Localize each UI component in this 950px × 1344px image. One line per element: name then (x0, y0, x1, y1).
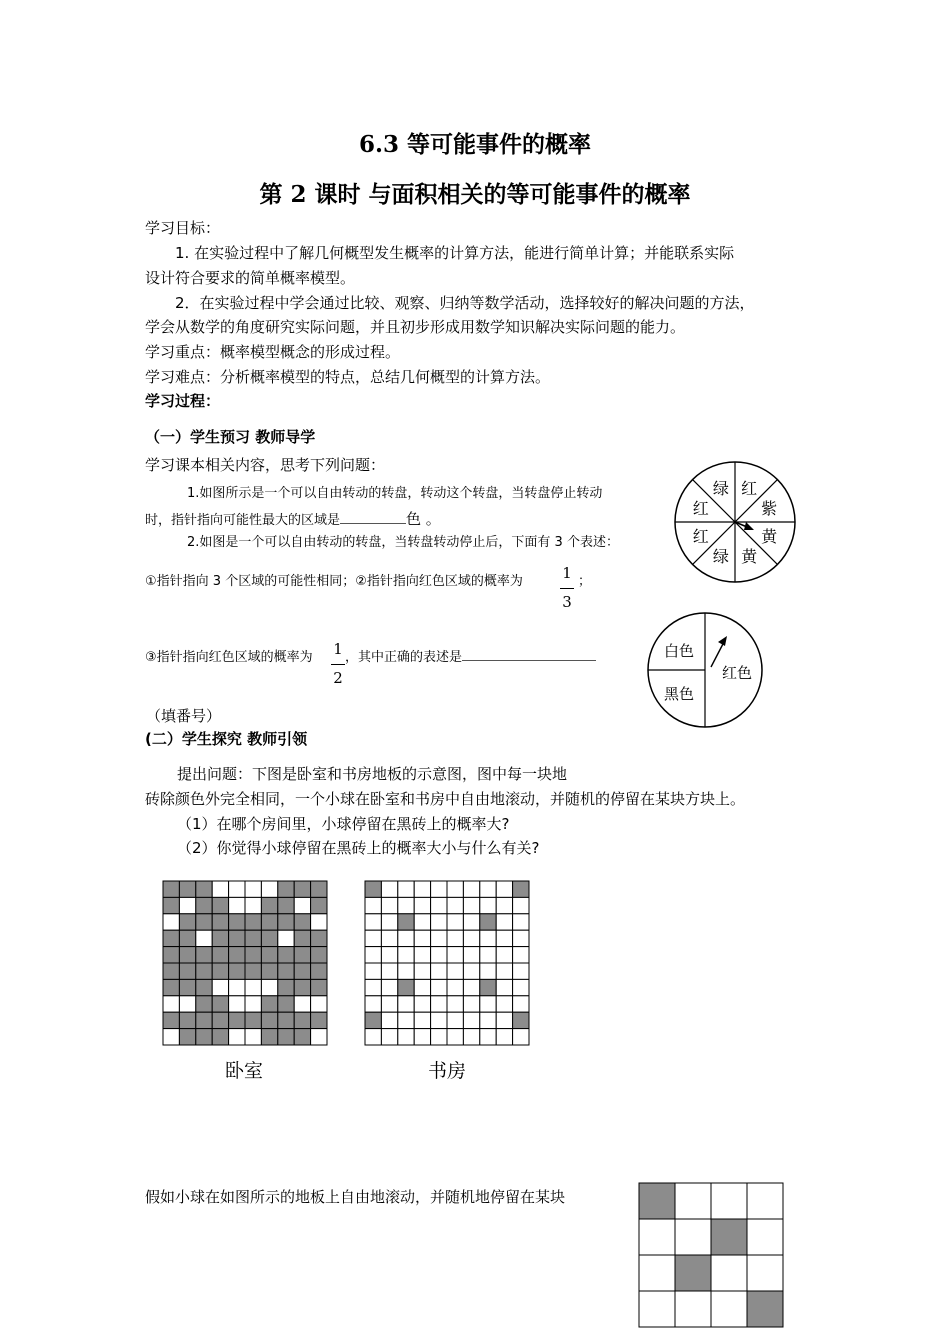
bedroom-black-tile (311, 979, 327, 995)
bedroom-white-tile (245, 897, 261, 913)
bedroom-white-tile (229, 979, 245, 995)
small-floor-black-tile (639, 1183, 675, 1219)
study-white-tile (513, 914, 529, 930)
study-white-tile (463, 1012, 479, 1028)
bedroom-white-tile (179, 996, 195, 1012)
difficulty-text: 学习难点：分析概率模型的特点，总结几何概型的计算方法。 (145, 368, 551, 386)
small-floor-white-tile (639, 1291, 675, 1327)
answer-blank-1[interactable] (340, 509, 406, 524)
study-white-tile (431, 914, 447, 930)
statement-3-text: ③指针指向红色区域的概率为 (145, 650, 313, 665)
bedroom-white-tile (245, 996, 261, 1012)
small-floor-grid (638, 1182, 784, 1344)
study-white-tile (414, 996, 430, 1012)
study-white-tile (447, 897, 463, 913)
study-white-tile (381, 996, 397, 1012)
spinner-1-sector-label: 黄 (761, 527, 778, 547)
study-white-tile (365, 930, 381, 946)
question-1-line-2 (145, 508, 441, 529)
study-white-tile (480, 1012, 496, 1028)
bedroom-black-tile (245, 1012, 261, 1028)
study-white-tile (398, 930, 414, 946)
study-white-tile (431, 996, 447, 1012)
study-white-tile (414, 1012, 430, 1028)
study-white-tile (463, 979, 479, 995)
bedroom-black-tile (163, 963, 179, 979)
statement-3-tail (345, 646, 596, 665)
bedroom-white-tile (163, 996, 179, 1012)
study-white-tile (463, 996, 479, 1012)
study-white-tile (365, 996, 381, 1012)
bedroom-white-tile (212, 979, 228, 995)
part2-heading: (二）学生探究 教师引领 (145, 730, 308, 748)
bedroom-white-tile (294, 897, 310, 913)
bedroom-white-tile (245, 1029, 261, 1045)
study-white-tile (463, 1029, 479, 1045)
small-floor-black-tile (747, 1291, 783, 1327)
study-white-tile (414, 914, 430, 930)
bedroom-black-tile (294, 1012, 310, 1028)
problem-line-1: 提出问题：下图是卧室和书房地板的示意图，图中每一块地 (177, 765, 568, 783)
problem-question-2: （2）你觉得小球停留在黑砖上的概率大小与什么有关? (177, 839, 540, 857)
study-white-tile (381, 897, 397, 913)
study-white-tile (398, 996, 414, 1012)
study-white-tile (496, 914, 512, 930)
small-floor-white-tile (747, 1255, 783, 1291)
bedroom-black-tile (261, 963, 277, 979)
bedroom-black-tile (179, 963, 195, 979)
bedroom-black-tile (179, 1029, 195, 1045)
study-white-tile (496, 1012, 512, 1028)
bedroom-black-tile (245, 930, 261, 946)
bedroom-black-tile (179, 914, 195, 930)
bedroom-white-tile (229, 897, 245, 913)
bedroom-black-tile (311, 930, 327, 946)
study-white-tile (398, 1012, 414, 1028)
study-black-tile (398, 979, 414, 995)
bedroom-black-tile (196, 914, 212, 930)
page-subtitle: 第 2 课时 与面积相关的等可能事件的概率 (259, 181, 691, 208)
bedroom-black-tile (212, 963, 228, 979)
statement-1: ①指针指向 3 个区域的可能性相同；②指针指向红色区域的概率为 (145, 574, 523, 589)
bedroom-black-tile (278, 897, 294, 913)
small-floor-white-tile (747, 1183, 783, 1219)
bedroom-white-tile (261, 979, 277, 995)
bedroom-black-tile (163, 930, 179, 946)
bedroom-black-tile (245, 947, 261, 963)
study-white-tile (463, 897, 479, 913)
study-white-tile (431, 1029, 447, 1045)
small-floor-white-tile (711, 1291, 747, 1327)
study-white-tile (431, 979, 447, 995)
part1-intro: 学习课本相关内容，思考下列问题： (145, 456, 386, 474)
fraction-1-bar (560, 588, 574, 589)
study-white-tile (496, 996, 512, 1012)
bedroom-white-tile (229, 996, 245, 1012)
study-white-tile (431, 963, 447, 979)
goal-1-line-1: 1. 在实验过程中了解几何概型发生概率的计算方法，能进行简单计算；并能联系实际 (175, 244, 735, 262)
study-white-tile (480, 1029, 496, 1045)
study-black-tile (365, 881, 381, 897)
bedroom-black-tile (179, 930, 195, 946)
part3-text: 假如小球在如图所示的地板上自由地滚动，并随机地停留在某块 (145, 1188, 566, 1206)
bedroom-black-tile (311, 947, 327, 963)
spinner-1 (672, 459, 798, 585)
bedroom-white-tile (311, 996, 327, 1012)
bedroom-white-tile (229, 1029, 245, 1045)
study-white-tile (414, 881, 430, 897)
bedroom-black-tile (278, 979, 294, 995)
bedroom-white-tile (196, 930, 212, 946)
bedroom-black-tile (212, 947, 228, 963)
study-white-tile (414, 930, 430, 946)
study-white-tile (496, 963, 512, 979)
bedroom-black-tile (294, 979, 310, 995)
bedroom-black-tile (261, 1029, 277, 1045)
study-white-tile (496, 930, 512, 946)
study-white-tile (463, 963, 479, 979)
study-black-tile (398, 914, 414, 930)
small-floor-white-tile (675, 1219, 711, 1255)
bedroom-black-tile (196, 947, 212, 963)
bedroom-black-tile (163, 979, 179, 995)
study-white-tile (414, 897, 430, 913)
bedroom-black-tile (278, 963, 294, 979)
study-white-tile (431, 947, 447, 963)
small-floor-white-tile (747, 1219, 783, 1255)
study-white-tile (513, 947, 529, 963)
study-white-tile (447, 930, 463, 946)
study-white-tile (447, 1029, 463, 1045)
study-white-tile (431, 897, 447, 913)
bedroom-black-tile (196, 963, 212, 979)
study-white-tile (480, 930, 496, 946)
spinner-1-sector-label: 黄 (741, 547, 758, 567)
study-white-tile (381, 947, 397, 963)
study-white-tile (398, 963, 414, 979)
bedroom-black-tile (311, 881, 327, 897)
study-white-tile (513, 1029, 529, 1045)
study-white-tile (447, 947, 463, 963)
study-white-tile (381, 1029, 397, 1045)
fraction-2-numerator: 1 (333, 640, 343, 658)
bedroom-white-tile (229, 881, 245, 897)
question-2-line-1: 2.如图是一个可以自由转动的转盘，当转盘转动停止后，下面有 3 个表述： (187, 535, 619, 550)
spinner-1-sector-label: 红 (741, 478, 758, 498)
study-white-tile (513, 930, 529, 946)
study-white-tile (496, 947, 512, 963)
problem-question-1: （1）在哪个房间里，小球停留在黑砖上的概率大? (177, 815, 510, 833)
bedroom-white-tile (179, 897, 195, 913)
bedroom-black-tile (294, 947, 310, 963)
fraction-1-denominator: 3 (562, 593, 572, 611)
bedroom-black-tile (229, 930, 245, 946)
study-white-tile (447, 996, 463, 1012)
bedroom-black-tile (163, 897, 179, 913)
study-white-tile (496, 897, 512, 913)
bedroom-black-tile (196, 1029, 212, 1045)
study-white-tile (463, 947, 479, 963)
small-floor-white-tile (639, 1219, 675, 1255)
study-white-tile (496, 881, 512, 897)
study-white-tile (447, 963, 463, 979)
focus-text: 学习重点：概率模型概念的形成过程。 (145, 343, 401, 361)
study-white-tile (381, 963, 397, 979)
study-white-tile (414, 947, 430, 963)
bedroom-black-tile (163, 947, 179, 963)
bedroom-black-tile (311, 897, 327, 913)
study-white-tile (513, 963, 529, 979)
bedroom-black-tile (179, 979, 195, 995)
spinner-2-white-label: 白色 (663, 642, 695, 660)
study-white-tile (398, 947, 414, 963)
study-white-tile (513, 979, 529, 995)
statement-1-end: ； (578, 574, 592, 589)
bedroom-black-tile (212, 1029, 228, 1045)
study-white-tile (447, 881, 463, 897)
small-floor-white-tile (675, 1183, 711, 1219)
bedroom-white-tile (245, 979, 261, 995)
bedroom-black-tile (261, 914, 277, 930)
study-black-tile (513, 1012, 529, 1028)
spinner-1-sector-label: 紫 (761, 498, 778, 518)
study-white-tile (414, 1029, 430, 1045)
fraction-1-numerator: 1 (562, 564, 572, 582)
fraction-2-bar (331, 664, 345, 665)
study-white-tile (381, 1012, 397, 1028)
bedroom-white-tile (245, 881, 261, 897)
study-white-tile (463, 881, 479, 897)
study-black-tile (480, 979, 496, 995)
bedroom-black-tile (212, 1012, 228, 1028)
study-black-tile (365, 1012, 381, 1028)
bedroom-white-tile (261, 881, 277, 897)
bedroom-black-tile (278, 914, 294, 930)
bedroom-black-tile (261, 947, 277, 963)
study-white-tile (431, 1012, 447, 1028)
spinner-1-sector-label: 红 (692, 498, 709, 518)
study-white-tile (431, 930, 447, 946)
bedroom-label: 卧室 (225, 1060, 264, 1082)
bedroom-black-tile (196, 897, 212, 913)
bedroom-black-tile (294, 914, 310, 930)
study-white-tile (381, 914, 397, 930)
bedroom-black-tile (163, 881, 179, 897)
page-title: 6.3 等可能事件的概率 (358, 131, 592, 158)
bedroom-white-tile (311, 914, 327, 930)
spinner-1-sector-label: 绿 (712, 547, 729, 567)
question-1-text: 时，指针指向可能性最大的区域是 (145, 513, 341, 528)
study-white-tile (365, 897, 381, 913)
spinner-2 (645, 610, 765, 730)
goal-2-line-2: 学会从数学的角度研究实际问题，并且初步形成用数学知识解决实际问题的能力。 (145, 318, 686, 336)
spinner-2-black-label: 黑色 (663, 685, 695, 703)
spinner-1-sector-label: 红 (692, 527, 709, 547)
study-white-tile (365, 963, 381, 979)
bedroom-white-tile (163, 1029, 179, 1045)
bedroom-black-tile (261, 1012, 277, 1028)
bedroom-black-tile (212, 914, 228, 930)
bedroom-black-tile (212, 930, 228, 946)
bedroom-black-tile (278, 1029, 294, 1045)
bedroom-black-tile (294, 963, 310, 979)
bedroom-black-tile (179, 1012, 195, 1028)
bedroom-black-tile (212, 996, 228, 1012)
bedroom-black-tile (196, 979, 212, 995)
study-white-tile (365, 1029, 381, 1045)
fraction-2-denominator: 2 (333, 669, 343, 687)
bedroom-black-tile (179, 947, 195, 963)
bedroom-black-tile (196, 881, 212, 897)
study-white-tile (480, 897, 496, 913)
bedroom-black-tile (311, 1012, 327, 1028)
bedroom-white-tile (294, 996, 310, 1012)
spinner-2-red-label: 红色 (721, 664, 753, 682)
study-white-tile (447, 914, 463, 930)
answer-blank-2[interactable] (462, 646, 596, 661)
spinner-1-sector-label: 绿 (712, 478, 729, 498)
study-white-tile (398, 1029, 414, 1045)
bedroom-black-tile (278, 996, 294, 1012)
bedroom-black-tile (261, 930, 277, 946)
study-white-tile (381, 979, 397, 995)
bedroom-black-tile (278, 1012, 294, 1028)
study-white-tile (480, 947, 496, 963)
bedroom-black-tile (278, 881, 294, 897)
study-white-tile (463, 914, 479, 930)
bedroom-floor-grid (162, 880, 328, 1046)
bedroom-black-tile (294, 1029, 310, 1045)
goal-1-line-2: 设计符合要求的简单概率模型。 (145, 269, 356, 287)
study-label: 书房 (428, 1060, 467, 1082)
goal-2-line-1: 2．在实验过程中学会通过比较、观察、归纳等数学活动，选择较好的解决问题的方法， (175, 294, 755, 312)
bedroom-black-tile (163, 1012, 179, 1028)
bedroom-black-tile (179, 881, 195, 897)
study-white-tile (480, 996, 496, 1012)
bedroom-black-tile (245, 963, 261, 979)
bedroom-black-tile (261, 897, 277, 913)
study-white-tile (381, 881, 397, 897)
study-white-tile (365, 914, 381, 930)
study-white-tile (463, 930, 479, 946)
bedroom-white-tile (311, 1029, 327, 1045)
question-1-suffix: 色 。 (406, 510, 441, 528)
small-floor-white-tile (675, 1291, 711, 1327)
study-white-tile (496, 1029, 512, 1045)
statement-3-question: ，其中正确的表述是 (345, 650, 463, 665)
study-white-tile (431, 881, 447, 897)
small-floor-black-tile (711, 1219, 747, 1255)
small-floor-white-tile (711, 1183, 747, 1219)
bedroom-white-tile (163, 914, 179, 930)
study-floor-grid (364, 880, 530, 1046)
bedroom-black-tile (294, 930, 310, 946)
bedroom-black-tile (311, 963, 327, 979)
study-white-tile (398, 881, 414, 897)
study-white-tile (447, 1012, 463, 1028)
fill-note: （填番号） (146, 707, 222, 725)
study-white-tile (381, 930, 397, 946)
small-floor-white-tile (639, 1255, 675, 1291)
bedroom-black-tile (229, 1012, 245, 1028)
study-white-tile (414, 979, 430, 995)
study-white-tile (496, 979, 512, 995)
part1-heading: （一）学生预习 教师导学 (145, 428, 316, 446)
study-white-tile (480, 963, 496, 979)
small-floor-white-tile (711, 1255, 747, 1291)
study-white-tile (398, 897, 414, 913)
bedroom-black-tile (261, 996, 277, 1012)
statement-3 (145, 646, 313, 665)
study-white-tile (513, 996, 529, 1012)
bedroom-black-tile (196, 996, 212, 1012)
bedroom-black-tile (278, 947, 294, 963)
bedroom-black-tile (229, 963, 245, 979)
bedroom-black-tile (196, 1012, 212, 1028)
bedroom-white-tile (278, 930, 294, 946)
study-white-tile (480, 881, 496, 897)
question-1-line-1: 1.如图所示是一个可以自由转动的转盘，转动这个转盘，当转盘停止转动 (187, 486, 603, 501)
bedroom-white-tile (212, 881, 228, 897)
goals-heading: 学习目标： (145, 219, 221, 237)
study-black-tile (480, 914, 496, 930)
small-floor-black-tile (675, 1255, 711, 1291)
study-black-tile (513, 881, 529, 897)
problem-line-2: 砖除颜色外完全相同，一个小球在卧室和书房中自由地滚动，并随机的停留在某块方块上。 (145, 790, 746, 808)
bedroom-black-tile (294, 881, 310, 897)
bedroom-black-tile (212, 897, 228, 913)
process-heading: 学习过程： (145, 392, 221, 410)
bedroom-black-tile (229, 947, 245, 963)
study-white-tile (365, 947, 381, 963)
study-white-tile (447, 979, 463, 995)
bedroom-black-tile (229, 914, 245, 930)
bedroom-black-tile (245, 914, 261, 930)
study-white-tile (513, 897, 529, 913)
study-white-tile (414, 963, 430, 979)
study-white-tile (365, 979, 381, 995)
